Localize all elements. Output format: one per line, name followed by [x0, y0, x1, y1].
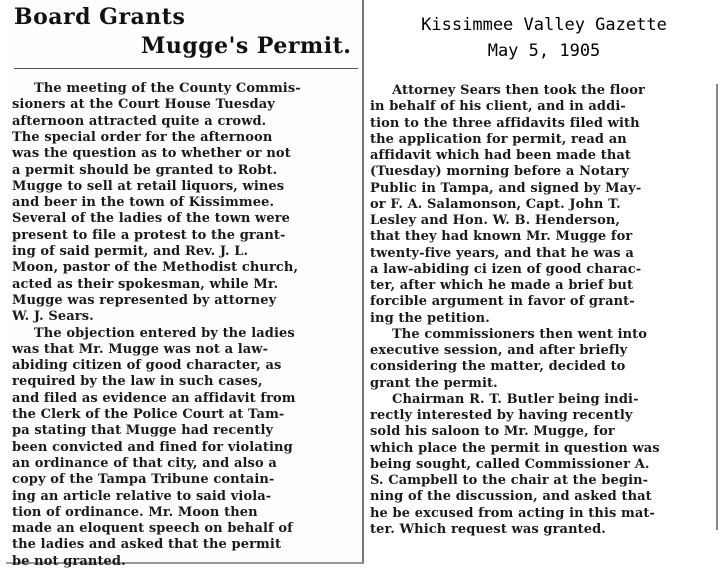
article-line: ing the petition.	[370, 310, 490, 326]
article-line: The meeting of the County Commis-	[34, 81, 301, 96]
article-line: in behalf of his client, and in addi-	[370, 99, 626, 115]
article-line: been convicted and fined for violating	[12, 439, 293, 455]
article-line: the ladies and asked that the permit	[12, 537, 282, 553]
article-line: and beer in the town of Kissimmee.	[12, 195, 275, 211]
headline-line-2: Mugge's Permit.	[141, 33, 352, 59]
article-line: the application for permit, read an	[370, 131, 627, 147]
article-line: be not granted.	[12, 553, 126, 569]
article-line: The special order for the afternoon	[12, 129, 273, 145]
article-line: W. J. Sears.	[12, 309, 94, 325]
article-line: forcible argument in favor of grant-	[370, 294, 635, 310]
article-line: a law-abiding ci izen of good charac-	[370, 261, 642, 277]
article-line: Several of the ladies of the town were	[12, 211, 291, 227]
article-line: or F. A. Salamonson, Capt. John T.	[370, 196, 621, 212]
article-line: ning of the discussion, and asked that	[370, 489, 652, 505]
article-line: that they had known Mr. Mugge for	[370, 229, 633, 245]
article-line: sold his saloon to Mr. Mugge, for	[370, 424, 615, 440]
article-line: and filed as evidence an affidavit from	[12, 390, 296, 406]
headline-rule	[14, 68, 358, 69]
paper-name: Kissimmee Valley Gazette	[421, 15, 667, 35]
article-line: affidavit which had been made that	[370, 148, 632, 163]
article-line: the Clerk of the Police Court at Tam-	[12, 407, 285, 422]
article-line: which place the permit in question was	[370, 440, 660, 456]
headline-line-1: Board Grants	[14, 4, 186, 30]
masthead	[366, 12, 722, 64]
right-column-rule	[716, 84, 718, 530]
article-line: was that Mr. Mugge was not a law-	[12, 341, 269, 357]
article-line: considering the matter, decided to	[370, 359, 626, 375]
article-line: made an eloquent speech on behalf of	[12, 521, 293, 537]
article-line: Lesley and Hon. W. B. Henderson,	[370, 213, 621, 228]
article-line: acted as their spokesman, while Mr.	[12, 276, 279, 292]
article-line: an ordinance of that city, and also a	[12, 455, 277, 471]
article-line: he be excused from acting in this mat-	[370, 505, 656, 521]
article-line: (Tuesday) morning before a Notary	[370, 164, 630, 180]
issue-date: May 5, 1905	[487, 41, 601, 61]
article-line: ing an article relative to said viola-	[12, 488, 272, 504]
article-line: tion of ordinance. Mr. Moon then	[12, 504, 258, 520]
article-line: Moon, pastor of the Methodist church,	[12, 260, 299, 276]
article-line: Chairman R. T. Butler being indi-	[392, 391, 639, 407]
article-line: Public in Tampa, and signed by May-	[370, 180, 642, 196]
article-line: Mugge to sell at retail liquors, wines	[12, 178, 285, 194]
article-line: S. Campbell to the chair at the begin-	[370, 473, 649, 488]
article-line: ter, after which he made a brief but	[370, 278, 634, 293]
article-line: present to file a protest to the grant-	[12, 227, 286, 243]
left-column	[6, 0, 364, 569]
article-line: Mugge was represented by attorney	[12, 292, 277, 308]
article-line: Attorney Sears then took the floor	[392, 83, 645, 98]
article-line: sioners at the Court House Tuesday	[12, 97, 275, 113]
article-line: The commissioners then went into	[392, 326, 648, 342]
article-line: The objection entered by the ladies	[34, 325, 295, 341]
article-line: being sought, called Commissioner A.	[370, 456, 650, 472]
article-line: ter. Which request was granted.	[370, 521, 606, 537]
article-line: grant the permit.	[370, 375, 498, 391]
article-line: copy of the Tampa Tribune contain-	[12, 472, 275, 488]
article-line: required by the law in such cases,	[12, 374, 263, 390]
article-line: pa stating that Mugge had recently	[12, 423, 274, 439]
article-line: a permit should be granted to Robt.	[12, 162, 278, 178]
article-line: rectly interested by having recently	[370, 408, 633, 423]
article-line: was the question as to whether or not	[12, 146, 291, 162]
article-line: ing of said permit, and Rev. J. L.	[12, 244, 249, 259]
article-line: abiding citizen of good character, as	[12, 358, 282, 374]
article-line: afternoon attracted quite a crowd.	[12, 113, 267, 129]
article-line: twenty-five years, and that he was a	[370, 245, 634, 261]
article-line: tion to the three affidavits filed with	[370, 115, 640, 131]
article-line: executive session, and after briefly	[370, 343, 628, 358]
